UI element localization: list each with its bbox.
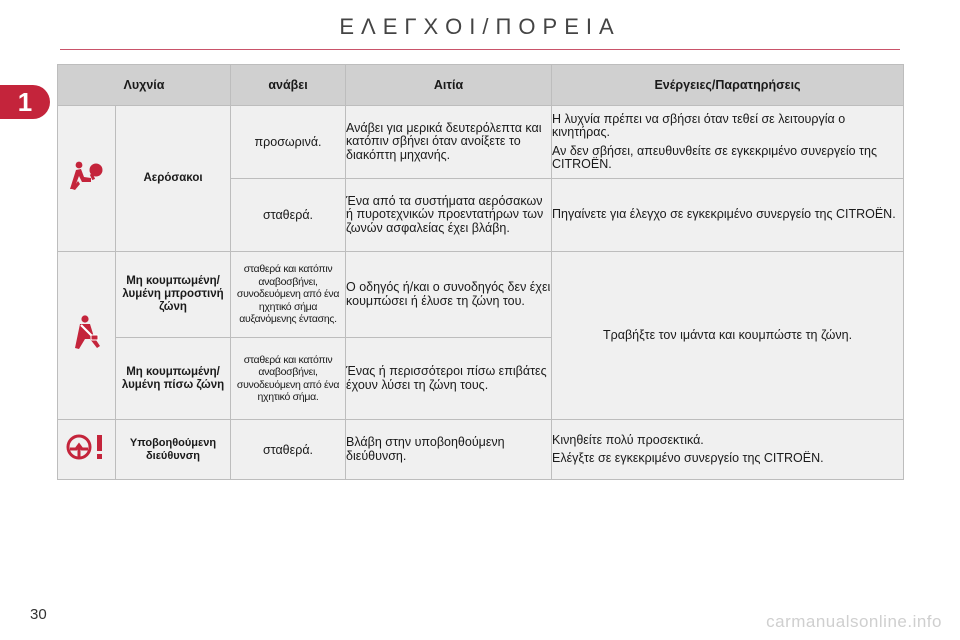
header-actions: Ενέργειες/Παρατηρήσεις	[552, 65, 904, 106]
power-steering-cause: Βλάβη στην υποβοηθούμενη διεύθυνση.	[346, 420, 552, 480]
front-seatbelt-cause: Ο οδηγός ή/και ο συνοδηγός δεν έχει κουμπώσει ή έλυσε τη ζώνη του.	[346, 252, 552, 338]
power-steering-lamp-label: Υποβοηθούμενη διεύθυνση	[116, 420, 231, 480]
power-steering-action	[552, 420, 904, 480]
front-seatbelt-when: σταθερά και κατόπιν αναβοσβήνει, συνοδευόμενη από ένα ηχητικό σήμα αυξανόμενης έντασης.	[231, 252, 346, 338]
power-steering-action-line: Ελέγξτε σε εγκεκριμένο συνεργείο της CITROËN.	[552, 451, 824, 465]
table-row	[58, 106, 904, 179]
airbag-action-steady: Πηγαίνετε για έλεγχο σε εγκεκριμένο συνεργείο της CITROËN.	[552, 179, 904, 252]
airbag-action-line: Αν δεν σβήσει, απευθυνθείτε σε εγκεκριμένο συνεργείο της CITROËN.	[552, 143, 877, 171]
chapter-tab: 1	[0, 85, 50, 119]
power-steering-icon-cell	[58, 420, 116, 480]
airbag-icon	[67, 156, 107, 196]
airbag-cause-steady: Ένα από τα συστήματα αερόσακων ή πυροτεχνικών προεντατήρων των ζωνών ασφαλείας έχει βλάβη.	[346, 179, 552, 252]
airbag-icon-cell	[58, 106, 116, 252]
page-number: 30	[30, 606, 47, 623]
airbag-cause-temporary: Ανάβει για μερικά δευτερόλεπτα και κατόπιν σβήνει όταν ανοίξετε το διακόπτη μηχανής.	[346, 106, 552, 179]
seatbelt-icon-cell	[58, 252, 116, 420]
airbag-action-temporary	[552, 106, 904, 179]
airbag-lamp-label: Αερόσακοι	[116, 106, 231, 252]
rear-seatbelt-lamp-label: Μη κουμπωμένη/λυμένη πίσω ζώνη	[116, 338, 231, 420]
warning-lamps-table	[57, 64, 904, 480]
table-row	[58, 420, 904, 480]
power-steering-action-line: Κινηθείτε πολύ προσεκτικά.	[552, 432, 704, 447]
watermark: carmanualsonline.info	[766, 612, 942, 631]
seatbelt-action: Τραβήξτε τον ιμάντα και κουμπώστε τη ζώνη.	[552, 252, 904, 420]
seatbelt-icon	[69, 313, 105, 353]
power-steering-warning-icon	[65, 432, 109, 462]
table-header-row	[58, 65, 904, 106]
airbag-when-temporary: προσωρινά.	[231, 106, 346, 179]
header-cause: Αιτία	[346, 65, 552, 106]
page-title: ΕΛΕΓΧΟΙ/ΠΟΡΕΙΑ	[339, 14, 621, 39]
airbag-when-steady: σταθερά.	[231, 179, 346, 252]
rear-seatbelt-cause: Ένας ή περισσότεροι πίσω επιβάτες έχουν λύσει τη ζώνη τους.	[346, 338, 552, 420]
rear-seatbelt-when: σταθερά και κατόπιν αναβοσβήνει, συνοδευόμενη από ένα ηχητικό σήμα.	[231, 338, 346, 420]
airbag-action-line: Η λυχνία πρέπει να σβήσει όταν τεθεί σε λειτουργία ο κινητήρας.	[552, 111, 846, 139]
header-lamp: Λυχνία	[58, 65, 231, 106]
table-row	[58, 252, 904, 338]
power-steering-when: σταθερά.	[231, 420, 346, 480]
front-seatbelt-lamp-label: Μη κουμπωμένη/λυμένη μπροστινή ζώνη	[116, 252, 231, 338]
title-divider	[60, 49, 900, 50]
header-lights-up: ανάβει	[231, 65, 346, 106]
